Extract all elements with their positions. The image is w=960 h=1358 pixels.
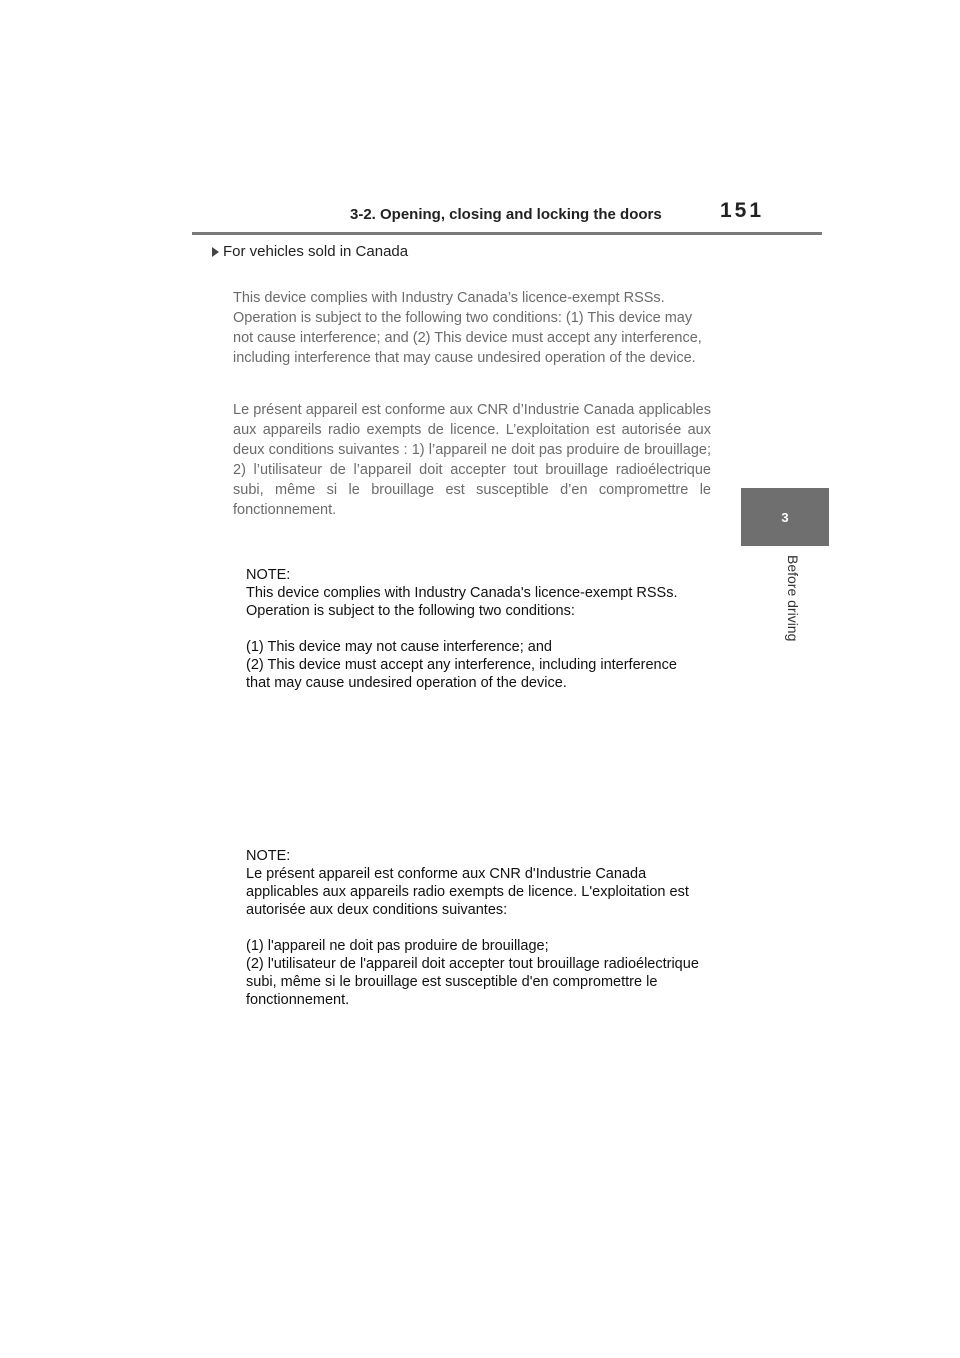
triangle-arrow-icon (212, 247, 219, 257)
chapter-number: 3 (781, 509, 789, 525)
note-condition-2: (2) l'utilisateur de l'appareil doit accepter tout brouillage radioélectrique (246, 956, 699, 972)
note-text-line: Le présent appareil est conforme aux CNR d'Industrie Canada (246, 866, 647, 882)
note-spacer (246, 919, 726, 937)
note-text-line: Operation is subject to the following two conditions: (246, 603, 575, 619)
chapter-tab (741, 488, 829, 546)
note-label: NOTE: (246, 848, 291, 864)
page-number: 151 (720, 199, 765, 222)
note-english (246, 566, 726, 692)
note-text-line: This device complies with Industry Canada's licence-exempt RSSs. (246, 585, 678, 601)
section-heading (212, 243, 408, 260)
chapter-side-label: Before driving (785, 555, 801, 642)
note-label: NOTE: (246, 567, 291, 583)
note-text-line: applicables aux appareils radio exempts de licence. L'exploitation est (246, 884, 689, 900)
note-spacer (246, 620, 726, 638)
paragraph-english: This device complies with Industry Canada’s licence-exempt RSSs. Operation is subject to the following two conditions: (1) This device may not cause interference; and (2) This device must accept any interference, including interference that may cause undesired operation of the device. (233, 290, 702, 366)
paragraph-french: Le présent appareil est conforme aux CNR d’Industrie Canada applicables aux appareils radio exempts de licence. L’exploitation est autorisée aux deux conditions suivantes : 1) l’appareil ne doit pas produire de brouillage; 2) l’utilisateur de l’appareil doit accepter tout brouillage radioélectrique subi, même si le brouillage est susceptible d’en compromettre le fonctionnement. (233, 402, 711, 518)
note-condition-2-cont: that may cause undesired operation of the device. (246, 675, 567, 691)
note-condition-1: (1) This device may not cause interference; and (246, 639, 553, 655)
header-section-title: 3-2. Opening, closing and locking the doors (350, 206, 662, 223)
note-text-line: autorisée aux deux conditions suivantes: (246, 902, 508, 918)
note-french (246, 847, 726, 1009)
note-condition-2-cont: fonctionnement. (246, 992, 350, 1008)
header-divider (192, 232, 822, 235)
section-heading-text: For vehicles sold in Canada (223, 243, 409, 260)
note-condition-1: (1) l'appareil ne doit pas produire de brouillage; (246, 938, 549, 954)
note-condition-2: (2) This device must accept any interference, including interference (246, 657, 677, 673)
note-condition-2-cont: subi, même si le brouillage est susceptible d'en compromettre le (246, 974, 658, 990)
